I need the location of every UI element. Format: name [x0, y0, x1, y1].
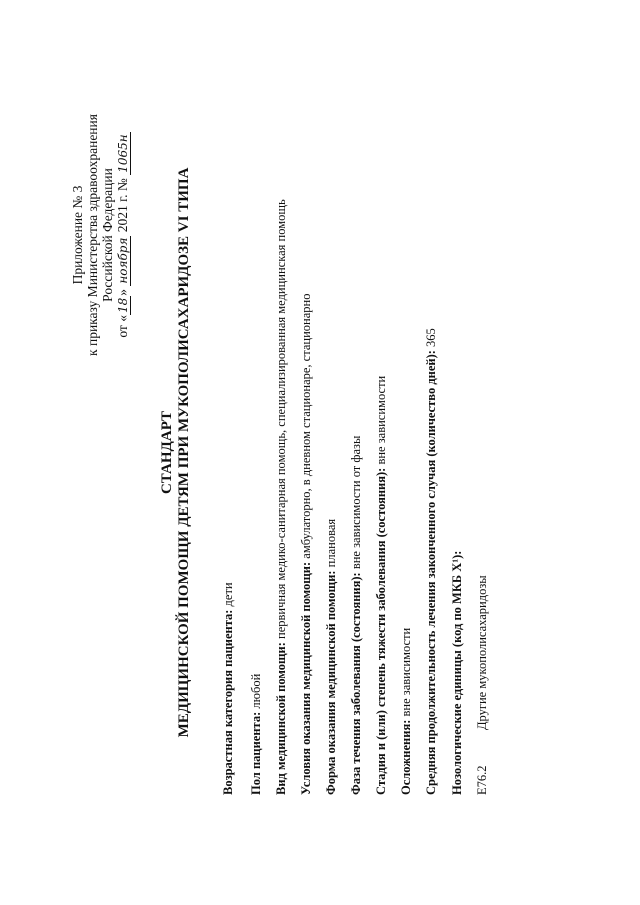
field-value: амбулаторно, в дневном стационаре, стационарно [299, 293, 313, 562]
field-value: вне зависимости [399, 627, 413, 720]
appendix-date-line [115, 85, 131, 385]
icd-description: Другие мукополисахаридозы [475, 575, 489, 730]
appendix-order: к приказу Министерства здравоохранения [85, 114, 100, 356]
field-label: Фаза течения заболевания (состояния): [349, 572, 363, 795]
appendix-federation: Российской Федерации [100, 168, 115, 302]
field-care-type [275, 199, 288, 795]
date-year: 2021 г. № [115, 178, 130, 233]
field-complications [400, 628, 413, 795]
field-nosology-units [451, 551, 464, 795]
field-label: Условия оказания медицинской помощи: [299, 561, 313, 795]
field-value: дети [221, 582, 235, 610]
icd-code: E76.2 [475, 765, 489, 795]
field-value: первичная медико-санитарная помощь, специализированная медицинская помощь [274, 199, 288, 643]
field-value: любой [249, 673, 263, 712]
field-value: вне зависимости от фазы [349, 435, 363, 573]
field-label: Вид медицинской помощи: [274, 642, 288, 795]
field-label: Форма оказания медицинской помощи: [324, 570, 338, 795]
field-label: Осложнения: [399, 719, 413, 795]
nosology-row [476, 0, 492, 905]
field-value: 365 [424, 328, 438, 351]
field-treatment-duration [425, 328, 438, 795]
field-disease-stage [375, 376, 388, 795]
order-number: 1065н [116, 134, 130, 173]
appendix-block [70, 85, 131, 385]
document-title: СТАНДАРТ [159, 410, 175, 495]
date-day: 18 [116, 297, 130, 314]
field-care-form [325, 519, 338, 795]
field-label: Нозологические единицы (код по МКБ X¹): [450, 550, 464, 795]
field-label: Стадия и (или) степень тяжести заболевания (состояния): [374, 467, 388, 795]
document-subtitle: МЕДИЦИНСКОЙ ПОМОЩИ ДЕТЯМ ПРИ МУКОПОЛИСАХАРИДОЗЕ VI ТИПА [176, 167, 192, 738]
field-care-conditions [300, 294, 313, 795]
date-prefix: от « [115, 315, 130, 338]
field-value: плановая [324, 518, 338, 571]
date-sep: » [115, 289, 130, 296]
appendix-number: Приложение № 3 [70, 185, 85, 285]
field-age-category [222, 582, 235, 795]
field-label: Средняя продолжительность лечения законченного случая (количество дней): [424, 350, 438, 795]
field-disease-phase [350, 436, 363, 795]
field-label: Пол пациента: [249, 711, 263, 795]
date-month: ноября [116, 237, 130, 284]
field-label: Возрастная категория пациента: [221, 609, 235, 795]
field-value: вне зависимости [374, 375, 388, 468]
field-sex [250, 674, 263, 795]
